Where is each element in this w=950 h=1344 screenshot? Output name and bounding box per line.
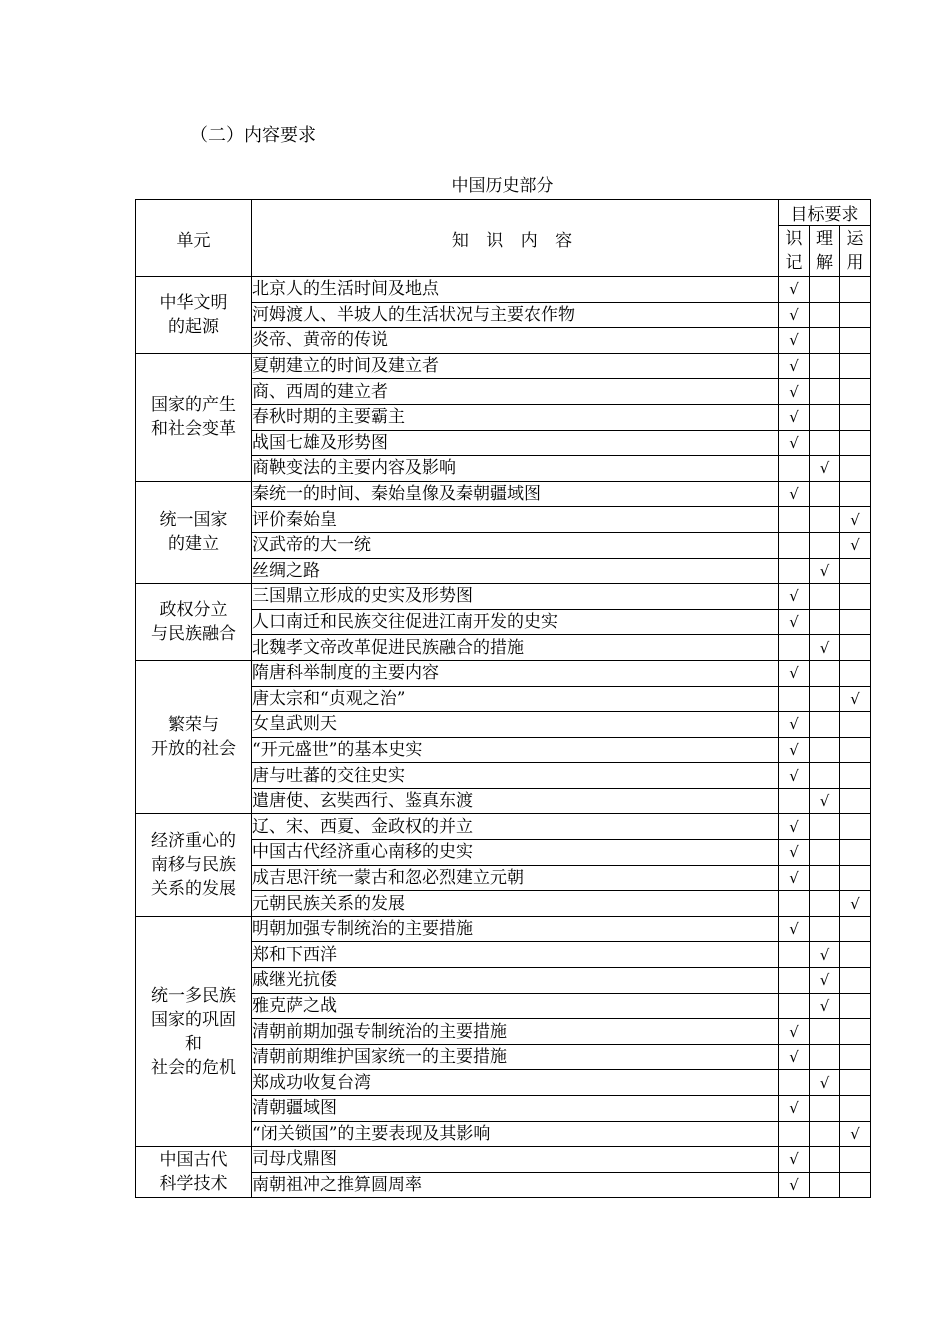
- knowledge-content-cell: 隋唐科举制度的主要内容: [252, 660, 779, 686]
- table-row: [136, 814, 871, 840]
- empty-mark-cell: [810, 737, 840, 763]
- empty-mark-cell: [779, 788, 810, 814]
- empty-mark-cell: [840, 353, 871, 379]
- empty-mark-cell: [810, 840, 840, 866]
- empty-mark-cell: [810, 891, 840, 917]
- knowledge-content-cell: 遣唐使、玄奘西行、鉴真东渡: [252, 788, 779, 814]
- unit-cell: 统一国家 的建立: [136, 481, 252, 583]
- check-mark-memorize: √: [779, 609, 810, 635]
- empty-mark-cell: [810, 328, 840, 354]
- knowledge-content-cell: 夏朝建立的时间及建立者: [252, 353, 779, 379]
- empty-mark-cell: [810, 584, 840, 610]
- empty-mark-cell: [810, 379, 840, 405]
- empty-mark-cell: [840, 840, 871, 866]
- empty-mark-cell: [840, 788, 871, 814]
- check-mark-memorize: √: [779, 1044, 810, 1070]
- header-content: 知 识 内 容: [252, 200, 779, 277]
- check-mark-apply: √: [840, 1121, 871, 1147]
- empty-mark-cell: [779, 1070, 810, 1096]
- knowledge-content-cell: 春秋时期的主要霸主: [252, 404, 779, 430]
- empty-mark-cell: [840, 456, 871, 482]
- empty-mark-cell: [840, 712, 871, 738]
- table-caption: 中国历史部分: [451, 176, 554, 196]
- check-mark-memorize: √: [779, 737, 810, 763]
- empty-mark-cell: [810, 507, 840, 533]
- check-mark-memorize: √: [779, 1147, 810, 1173]
- check-mark-memorize: √: [779, 814, 810, 840]
- knowledge-content-cell: 北魏孝文帝改革促进民族融合的措施: [252, 635, 779, 661]
- empty-mark-cell: [779, 532, 810, 558]
- knowledge-content-cell: 清朝疆域图: [252, 1096, 779, 1122]
- empty-mark-cell: [810, 763, 840, 789]
- empty-mark-cell: [810, 532, 840, 558]
- knowledge-content-cell: 战国七雄及形势图: [252, 430, 779, 456]
- check-mark-memorize: √: [779, 481, 810, 507]
- table-row: [136, 353, 871, 379]
- empty-mark-cell: [840, 379, 871, 405]
- empty-mark-cell: [810, 712, 840, 738]
- empty-mark-cell: [840, 1044, 871, 1070]
- empty-mark-cell: [840, 328, 871, 354]
- knowledge-content-cell: 戚继光抗倭: [252, 968, 779, 994]
- knowledge-content-cell: 秦统一的时间、秦始皇像及秦朝疆域图: [252, 481, 779, 507]
- empty-mark-cell: [840, 865, 871, 891]
- empty-mark-cell: [840, 763, 871, 789]
- empty-mark-cell: [779, 891, 810, 917]
- table-row: [136, 1147, 871, 1173]
- knowledge-content-cell: 三国鼎立形成的史实及形势图: [252, 584, 779, 610]
- empty-mark-cell: [779, 635, 810, 661]
- check-mark-memorize: √: [779, 379, 810, 405]
- knowledge-content-cell: 女皇武则天: [252, 712, 779, 738]
- knowledge-content-cell: 郑和下西洋: [252, 942, 779, 968]
- check-mark-memorize: √: [779, 353, 810, 379]
- empty-mark-cell: [840, 1096, 871, 1122]
- check-mark-memorize: √: [779, 277, 810, 303]
- empty-mark-cell: [840, 916, 871, 942]
- unit-cell: 经济重心的 南移与民族 关系的发展: [136, 814, 252, 916]
- empty-mark-cell: [779, 456, 810, 482]
- empty-mark-cell: [840, 1147, 871, 1173]
- header-level-apply: 运 用: [840, 226, 871, 277]
- empty-mark-cell: [810, 1044, 840, 1070]
- empty-mark-cell: [810, 1172, 840, 1198]
- unit-cell: 国家的产生 和社会变革: [136, 353, 252, 481]
- check-mark-apply: √: [840, 891, 871, 917]
- empty-mark-cell: [810, 353, 840, 379]
- knowledge-content-cell: 河姆渡人、半坡人的生活状况与主要农作物: [252, 302, 779, 328]
- header-target: 目标要求: [779, 200, 871, 226]
- check-mark-understand: √: [810, 788, 840, 814]
- check-mark-memorize: √: [779, 404, 810, 430]
- check-mark-understand: √: [810, 942, 840, 968]
- empty-mark-cell: [810, 1019, 840, 1045]
- knowledge-content-cell: 南朝祖冲之推算圆周率: [252, 1172, 779, 1198]
- knowledge-content-cell: 北京人的生活时间及地点: [252, 277, 779, 303]
- knowledge-content-cell: 元朝民族关系的发展: [252, 891, 779, 917]
- empty-mark-cell: [810, 1147, 840, 1173]
- empty-mark-cell: [840, 1172, 871, 1198]
- check-mark-understand: √: [810, 1070, 840, 1096]
- check-mark-memorize: √: [779, 328, 810, 354]
- empty-mark-cell: [810, 404, 840, 430]
- table-row: [136, 916, 871, 942]
- header-level-memorize: 识 记: [779, 226, 810, 277]
- header-row-top: [136, 200, 871, 226]
- empty-mark-cell: [840, 968, 871, 994]
- table-row: [136, 584, 871, 610]
- empty-mark-cell: [840, 635, 871, 661]
- check-mark-apply: √: [840, 532, 871, 558]
- knowledge-content-cell: 明朝加强专制统治的主要措施: [252, 916, 779, 942]
- knowledge-content-cell: 辽、宋、西夏、金政权的并立: [252, 814, 779, 840]
- check-mark-memorize: √: [779, 840, 810, 866]
- empty-mark-cell: [840, 584, 871, 610]
- empty-mark-cell: [810, 660, 840, 686]
- empty-mark-cell: [840, 942, 871, 968]
- empty-mark-cell: [840, 609, 871, 635]
- knowledge-content-cell: 汉武帝的大一统: [252, 532, 779, 558]
- check-mark-memorize: √: [779, 865, 810, 891]
- check-mark-memorize: √: [779, 712, 810, 738]
- unit-cell: 中国古代 科学技术: [136, 1147, 252, 1198]
- check-mark-memorize: √: [779, 763, 810, 789]
- header-unit: 单元: [136, 200, 252, 277]
- empty-mark-cell: [779, 558, 810, 584]
- curriculum-table: [135, 199, 871, 1198]
- knowledge-content-cell: 清朝前期维护国家统一的主要措施: [252, 1044, 779, 1070]
- empty-mark-cell: [810, 481, 840, 507]
- check-mark-understand: √: [810, 456, 840, 482]
- knowledge-content-cell: 中国古代经济重心南移的史实: [252, 840, 779, 866]
- empty-mark-cell: [810, 865, 840, 891]
- knowledge-content-cell: 清朝前期加强专制统治的主要措施: [252, 1019, 779, 1045]
- empty-mark-cell: [840, 993, 871, 1019]
- knowledge-content-cell: 郑成功收复台湾: [252, 1070, 779, 1096]
- empty-mark-cell: [840, 558, 871, 584]
- check-mark-memorize: √: [779, 1019, 810, 1045]
- check-mark-understand: √: [810, 558, 840, 584]
- empty-mark-cell: [840, 481, 871, 507]
- check-mark-memorize: √: [779, 302, 810, 328]
- empty-mark-cell: [810, 1121, 840, 1147]
- knowledge-content-cell: 雅克萨之战: [252, 993, 779, 1019]
- empty-mark-cell: [840, 814, 871, 840]
- empty-mark-cell: [840, 277, 871, 303]
- table-row: [136, 481, 871, 507]
- empty-mark-cell: [840, 302, 871, 328]
- unit-cell: 中华文明 的起源: [136, 277, 252, 354]
- check-mark-memorize: √: [779, 916, 810, 942]
- empty-mark-cell: [810, 814, 840, 840]
- knowledge-content-cell: 成吉思汗统一蒙古和忽必烈建立元朝: [252, 865, 779, 891]
- empty-mark-cell: [779, 968, 810, 994]
- check-mark-memorize: √: [779, 1096, 810, 1122]
- knowledge-content-cell: 人口南迁和民族交往促进江南开发的史实: [252, 609, 779, 635]
- knowledge-content-cell: 炎帝、黄帝的传说: [252, 328, 779, 354]
- empty-mark-cell: [840, 430, 871, 456]
- check-mark-understand: √: [810, 635, 840, 661]
- table-body: [136, 200, 871, 1198]
- empty-mark-cell: [779, 1121, 810, 1147]
- knowledge-content-cell: 商、西周的建立者: [252, 379, 779, 405]
- empty-mark-cell: [840, 1019, 871, 1045]
- empty-mark-cell: [810, 686, 840, 712]
- knowledge-content-cell: 丝绸之路: [252, 558, 779, 584]
- empty-mark-cell: [810, 430, 840, 456]
- unit-cell: 政权分立 与民族融合: [136, 584, 252, 661]
- knowledge-content-cell: 唐太宗和“贞观之治”: [252, 686, 779, 712]
- knowledge-content-cell: 司母戊鼎图: [252, 1147, 779, 1173]
- check-mark-understand: √: [810, 968, 840, 994]
- check-mark-memorize: √: [779, 1172, 810, 1198]
- knowledge-content-cell: 评价秦始皇: [252, 507, 779, 533]
- empty-mark-cell: [840, 404, 871, 430]
- empty-mark-cell: [810, 302, 840, 328]
- check-mark-memorize: √: [779, 660, 810, 686]
- table-row: [136, 660, 871, 686]
- empty-mark-cell: [840, 1070, 871, 1096]
- knowledge-content-cell: 唐与吐蕃的交往史实: [252, 763, 779, 789]
- empty-mark-cell: [779, 686, 810, 712]
- empty-mark-cell: [840, 737, 871, 763]
- check-mark-apply: √: [840, 507, 871, 533]
- header-level-understand: 理 解: [810, 226, 840, 277]
- empty-mark-cell: [779, 942, 810, 968]
- check-mark-apply: √: [840, 686, 871, 712]
- check-mark-memorize: √: [779, 430, 810, 456]
- empty-mark-cell: [810, 1096, 840, 1122]
- check-mark-memorize: √: [779, 584, 810, 610]
- knowledge-content-cell: “开元盛世”的基本史实: [252, 737, 779, 763]
- empty-mark-cell: [810, 277, 840, 303]
- check-mark-understand: √: [810, 993, 840, 1019]
- empty-mark-cell: [779, 507, 810, 533]
- empty-mark-cell: [779, 993, 810, 1019]
- empty-mark-cell: [810, 609, 840, 635]
- knowledge-content-cell: “闭关锁国”的主要表现及其影响: [252, 1121, 779, 1147]
- empty-mark-cell: [810, 916, 840, 942]
- table-row: [136, 277, 871, 303]
- knowledge-content-cell: 商鞅变法的主要内容及影响: [252, 456, 779, 482]
- empty-mark-cell: [840, 660, 871, 686]
- unit-cell: 统一多民族 国家的巩固 和 社会的危机: [136, 916, 252, 1146]
- unit-cell: 繁荣与 开放的社会: [136, 660, 252, 814]
- section-heading: （二）内容要求: [190, 125, 316, 146]
